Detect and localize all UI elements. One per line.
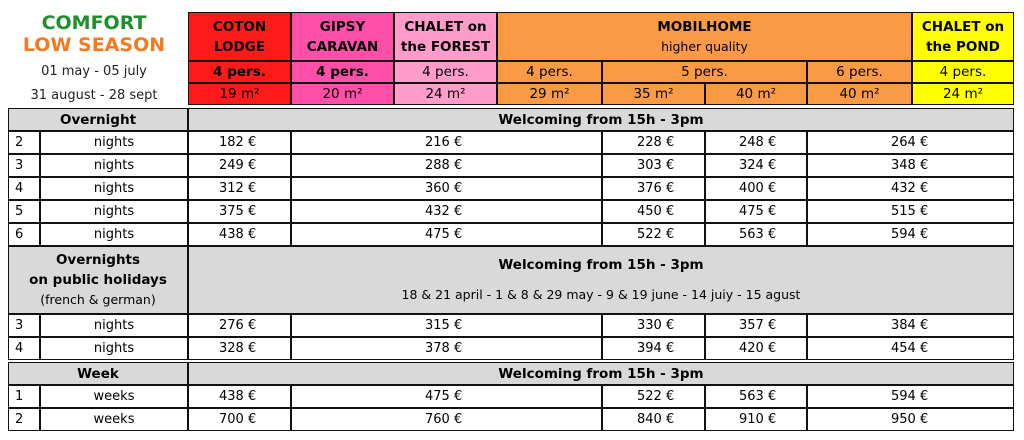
- title-comfort: COMFORT: [41, 12, 147, 34]
- overnight-row-2-n: 3: [8, 154, 40, 177]
- holidays-row-1-unit: nights: [40, 314, 188, 337]
- holidays-welcome: Welcoming from 15h - 3pm: [498, 257, 704, 273]
- overnight-row-5-n: 6: [8, 223, 40, 246]
- holidays-label-2: on public holidays: [29, 272, 167, 288]
- overnight-row-1-coton: 182 €: [188, 131, 291, 154]
- persons-coton: 4 pers.: [188, 61, 291, 83]
- overnight-row-5-unit: nights: [40, 223, 188, 246]
- overnight-row-1-last: 264 €: [807, 131, 1014, 154]
- overnight-row-2-mid: 288 €: [291, 154, 602, 177]
- section-week-label: Week: [8, 362, 188, 385]
- persons-mh5: 5 pers.: [602, 61, 807, 83]
- header-coton-lodge-label: COTON LODGE: [212, 18, 267, 55]
- overnight-row-4-unit: nights: [40, 200, 188, 223]
- holidays-label-1: Overnights: [55, 252, 141, 268]
- section-overnight-label: Overnight: [8, 108, 188, 131]
- holidays-row-2-last: 454 €: [807, 337, 1014, 360]
- section-overnight-welcome: Welcoming from 15h - 3pm: [188, 108, 1014, 131]
- area-pond: 24 m²: [912, 83, 1014, 105]
- overnight-row-2-last: 348 €: [807, 154, 1014, 177]
- overnight-row-2-m4: 303 €: [602, 154, 705, 177]
- holidays-row-2-unit: nights: [40, 337, 188, 360]
- holidays-dates: 18 & 21 april - 1 & 8 & 29 may - 9 & 19 june - 14 juiy - 15 agust: [401, 287, 801, 302]
- week-row-1-m4: 522 €: [602, 385, 705, 408]
- overnight-row-5-m5: 563 €: [705, 223, 807, 246]
- header-coton-lodge: [188, 12, 291, 61]
- section-holidays-info: [188, 246, 1014, 314]
- overnight-row-3-last: 432 €: [807, 177, 1014, 200]
- overnight-row-3-unit: nights: [40, 177, 188, 200]
- overnight-row-4-mid: 432 €: [291, 200, 602, 223]
- season-dates-1: 01 may - 05 july: [41, 64, 147, 79]
- overnight-row-2-m5: 324 €: [705, 154, 807, 177]
- area-coton: 19 m²: [188, 83, 291, 105]
- overnight-row-3-n: 4: [8, 177, 40, 200]
- overnight-row-3-m5: 400 €: [705, 177, 807, 200]
- title-low-season: LOW SEASON: [22, 34, 166, 56]
- holidays-row-1-m4: 330 €: [602, 314, 705, 337]
- header-mobilhome-label: MOBILHOME: [657, 18, 752, 35]
- overnight-row-4-m5: 475 €: [705, 200, 807, 223]
- header-mobilhome-sub: higher quality: [661, 38, 748, 54]
- area-gipsy: 20 m²: [291, 83, 394, 105]
- week-row-2-m5: 910 €: [705, 408, 807, 431]
- area-forest: 24 m²: [394, 83, 497, 105]
- area-mh35: 35 m²: [602, 83, 705, 105]
- overnight-row-1-m5: 248 €: [705, 131, 807, 154]
- persons-mh6: 6 pers.: [807, 61, 912, 83]
- holidays-label-3: (french & german): [40, 292, 156, 307]
- persons-mh4: 4 pers.: [497, 61, 602, 83]
- week-row-2-m4: 840 €: [602, 408, 705, 431]
- overnight-row-2-unit: nights: [40, 154, 188, 177]
- overnight-row-4-n: 5: [8, 200, 40, 223]
- holidays-row-2-mid: 378 €: [291, 337, 602, 360]
- overnight-row-2-coton: 249 €: [188, 154, 291, 177]
- header-mobilhome: [497, 12, 912, 61]
- header-gipsy-caravan-label: GIPSY CARAVAN: [306, 18, 379, 55]
- week-row-1-unit: weeks: [40, 385, 188, 408]
- header-gipsy-caravan: [291, 12, 394, 61]
- season-dates-2: 31 august - 28 sept: [30, 88, 158, 103]
- holidays-row-2-n: 4: [8, 337, 40, 360]
- overnight-row-3-coton: 312 €: [188, 177, 291, 200]
- holidays-row-2-coton: 328 €: [188, 337, 291, 360]
- overnight-row-5-coton: 438 €: [188, 223, 291, 246]
- price-title: [8, 12, 180, 56]
- week-row-2-coton: 700 €: [188, 408, 291, 431]
- overnight-row-3-mid: 360 €: [291, 177, 602, 200]
- week-row-1-n: 1: [8, 385, 40, 408]
- overnight-row-4-last: 515 €: [807, 200, 1014, 223]
- header-chalet-forest: [394, 12, 497, 61]
- persons-forest: 4 pers.: [394, 61, 497, 83]
- header-chalet-pond-label: CHALET on the POND: [921, 18, 1005, 55]
- overnight-row-5-last: 594 €: [807, 223, 1014, 246]
- overnight-row-1-m4: 228 €: [602, 131, 705, 154]
- overnight-row-5-m4: 522 €: [602, 223, 705, 246]
- week-row-2-unit: weeks: [40, 408, 188, 431]
- holidays-row-2-m5: 420 €: [705, 337, 807, 360]
- overnight-row-1-unit: nights: [40, 131, 188, 154]
- overnight-row-3-m4: 376 €: [602, 177, 705, 200]
- holidays-row-1-n: 3: [8, 314, 40, 337]
- header-chalet-forest-label: CHALET on the FOREST: [400, 18, 491, 55]
- overnight-row-1-mid: 216 €: [291, 131, 602, 154]
- week-row-1-mid: 475 €: [291, 385, 602, 408]
- area-mh40a: 40 m²: [705, 83, 807, 105]
- week-row-1-last: 594 €: [807, 385, 1014, 408]
- week-row-1-m5: 563 €: [705, 385, 807, 408]
- section-week-welcome: Welcoming from 15h - 3pm: [188, 362, 1014, 385]
- area-mh29: 29 m²: [497, 83, 602, 105]
- overnight-row-5-mid: 475 €: [291, 223, 602, 246]
- holidays-row-2-m4: 394 €: [602, 337, 705, 360]
- holidays-row-1-m5: 357 €: [705, 314, 807, 337]
- persons-pond: 4 pers.: [912, 61, 1014, 83]
- header-chalet-pond: [912, 12, 1014, 61]
- holidays-row-1-coton: 276 €: [188, 314, 291, 337]
- week-row-2-n: 2: [8, 408, 40, 431]
- holidays-row-1-last: 384 €: [807, 314, 1014, 337]
- overnight-row-1-n: 2: [8, 131, 40, 154]
- week-row-2-mid: 760 €: [291, 408, 602, 431]
- area-mh40b: 40 m²: [807, 83, 912, 105]
- week-row-1-coton: 438 €: [188, 385, 291, 408]
- overnight-row-4-coton: 375 €: [188, 200, 291, 223]
- holidays-row-1-mid: 315 €: [291, 314, 602, 337]
- persons-gipsy: 4 pers.: [291, 61, 394, 83]
- week-row-2-last: 950 €: [807, 408, 1014, 431]
- overnight-row-4-m4: 450 €: [602, 200, 705, 223]
- section-holidays-label: [8, 246, 188, 314]
